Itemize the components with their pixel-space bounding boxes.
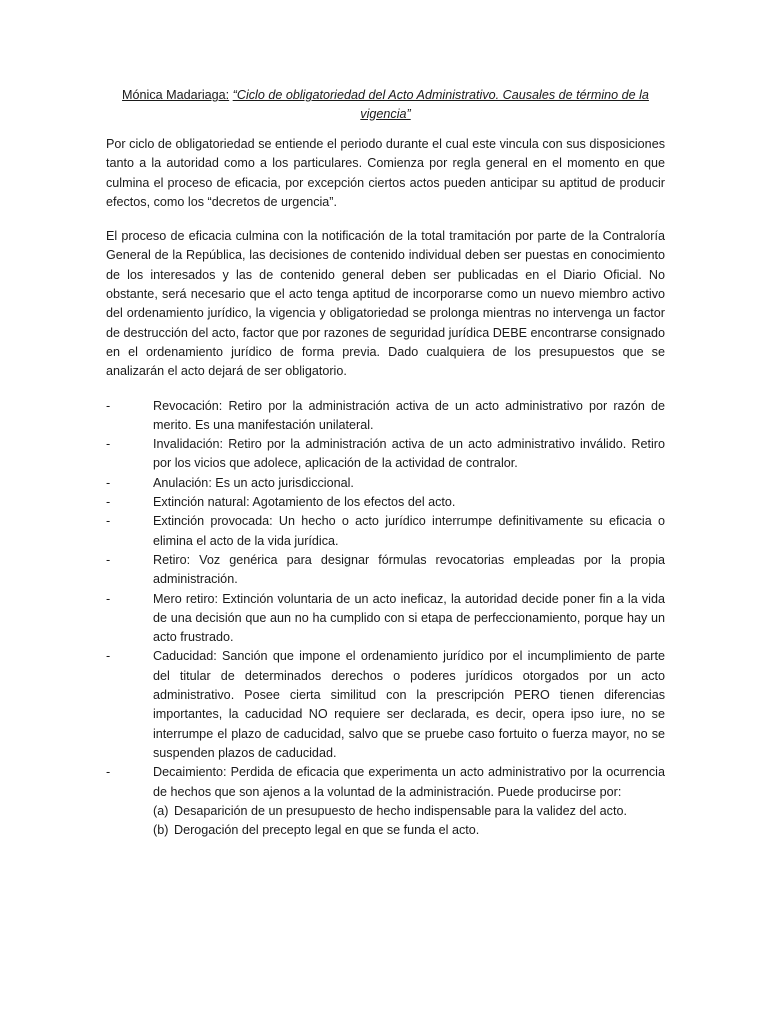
bullet-dash: - [106, 514, 111, 529]
list-item-invalidacion [106, 435, 665, 474]
list-item-decaimiento [106, 763, 665, 840]
causales-list [106, 397, 665, 841]
sub-item-text: Derogación del precepto legal en que se funda el acto. [174, 823, 480, 838]
bullet-dash: - [106, 437, 111, 452]
list-item-text: Invalidación: Retiro por la administración activa de un acto administrativo inválido. Retiro por los vicios que adolece, aplicación de la actividad de contralor. [153, 437, 665, 471]
document-title [106, 86, 665, 123]
list-item-extincion-provocada [106, 512, 665, 551]
bullet-dash: - [106, 649, 111, 664]
list-item-revocacion [106, 397, 665, 436]
title-work: “Ciclo de obligatoriedad del Acto Administrativo. Causales de término de la vigencia” [232, 88, 649, 121]
decaimiento-causes-list [153, 802, 665, 841]
bullet-dash: - [106, 475, 111, 490]
list-item-extincion-natural [106, 493, 665, 512]
sub-item-marker: (b) [153, 823, 169, 838]
list-item-text: Extinción natural: Agotamiento de los efectos del acto. [153, 495, 456, 510]
list-item-text: Revocación: Retiro por la administración activa de un acto administrativo por razón de merito. Es una manifestación unilateral. [153, 398, 665, 432]
list-item-anulacion [106, 474, 665, 493]
title-author: Mónica Madariaga: [122, 88, 230, 102]
list-item-text: Extinción provocada: Un hecho o acto jurídico interrumpe definitivamente su eficacia o elimina el acto de la vida jurídica. [153, 514, 665, 548]
list-item-text: Decaimiento: Perdida de eficacia que experimenta un acto administrativo por la ocurrencia de hechos que son ajenos a la voluntad de la administración. Puede producirse por: [153, 765, 665, 799]
sub-item-a [153, 802, 665, 821]
sub-item-b [153, 821, 665, 840]
paragraph-eficacia: El proceso de eficacia culmina con la notificación de la total tramitación por parte de la Contraloría General de la República, las decisiones de contenido individual deben ser puestas en conocimiento de los interesados y las de contenido general deben ser publicadas en el Diario Oficial. No obstante, será necesario que el acto tenga aptitud de incorporarse como un nuevo miembro activo del ordenamiento jurídico, la vigencia y obligatoriedad se prolonga mientras no intervenga un factor de destrucción del acto, factor que por razones de seguridad jurídica DEBE encontrarse consignado en el ordenamiento jurídico de forma previa. Dado cualquiera de los presupuestos que se analizarán el acto dejará de ser obligatorio. [106, 229, 665, 379]
list-item-text: Mero retiro: Extinción voluntaria de un acto ineficaz, la autoridad decide poner fin a la vida de una decisión que aun no ha cumplido con si etapa de perfeccionamiento, porque hay un acto frustrado. [153, 591, 665, 645]
bullet-dash: - [106, 398, 111, 413]
bullet-dash: - [106, 591, 111, 606]
list-item-text: Retiro: Voz genérica para designar fórmulas revocatorias empleadas por la propia administración. [153, 552, 665, 587]
list-item-retiro [106, 551, 665, 590]
bullet-dash: - [106, 495, 111, 510]
list-item-caducidad [106, 647, 665, 763]
sub-item-text: Desaparición de un presupuesto de hecho indispensable para la validez del acto. [174, 803, 627, 818]
list-item-text: Anulación: Es un acto jurisdiccional. [153, 475, 354, 490]
list-item-mero-retiro [106, 590, 665, 648]
sub-item-marker: (a) [153, 803, 169, 818]
bullet-dash: - [106, 765, 111, 780]
paragraph-definition: Por ciclo de obligatoriedad se entiende el periodo durante el cual este vincula con sus disposiciones tanto a la autoridad como a los particulares. Comienza por regla general en el momento en que culmina el proceso de eficacia, por excepción ciertos actos pueden anticipar su aptitud de producir efectos, como los “decretos de urgencia”. [106, 137, 665, 209]
list-item-text: Caducidad: Sanción que impone el ordenamiento jurídico por el incumplimiento de parte del titular de determinados derechos o poderes jurídicos otorgados por un acto administrativo. Posee cierta similitud con la prescripción PERO tienen diferencias importantes, la caducidad NO requiere ser declarada, es decir, opera ipso iure, no se interrumpe el plazo de caducidad, salvo que se pruebe caso fortuito o fuerza mayor, no se suspenden plazos de caducidad. [153, 649, 665, 760]
bullet-dash: - [106, 552, 111, 567]
